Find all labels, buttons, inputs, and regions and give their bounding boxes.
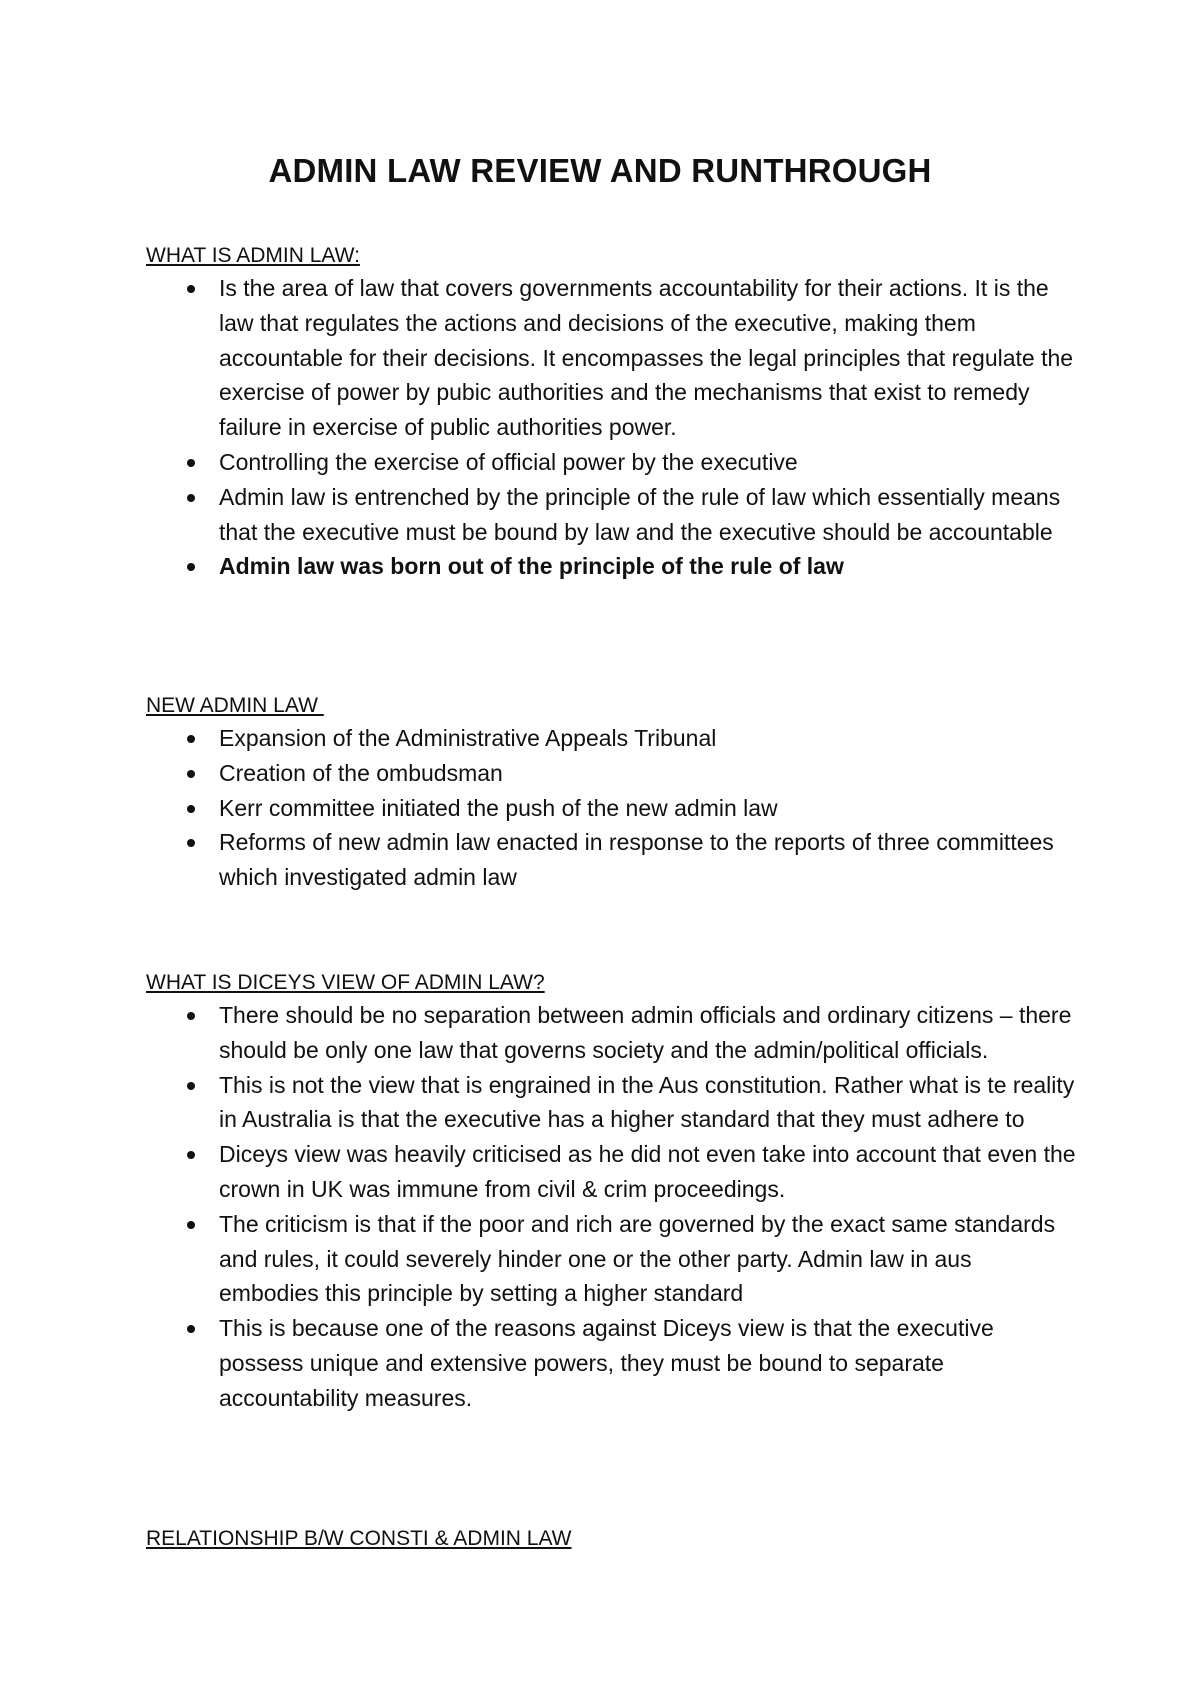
- list-item-text: Reforms of new admin law enacted in response to the reports of three committees which investigated admin law: [219, 829, 1054, 891]
- list-item-text: This is not the view that is engrained in the Aus constitution. Rather what is te reality in Australia is that the executive has a higher standard that they must adhere to: [219, 1071, 1075, 1133]
- bullet-icon: [187, 839, 195, 847]
- bullet-icon: [187, 1325, 195, 1333]
- list-item-text: Is the area of law that covers governments accountability for their actions. It is the law that regulates the actions and decisions of the executive, making them accountable for their decisions. It encompasses the legal principles that regulate the exercise of power by pubic authorities and the mechanisms that exist to remedy failure in exercise of public authorities power.: [219, 275, 1074, 441]
- list-item: [146, 756, 1076, 791]
- document-title: ADMIN LAW REVIEW AND RUNTHROUGH: [268, 152, 932, 189]
- list-item: [146, 721, 1076, 756]
- bullet-icon: [187, 1221, 195, 1229]
- section-heading: RELATIONSHIP B/W CONSTI & ADMIN LAW: [146, 1527, 572, 1550]
- list-item-text: The criticism is that if the poor and rich are governed by the exact same standards and rules, it could severely hinder one or the other party. Admin law in aus embodies this principle by setting a higher standard: [219, 1210, 1056, 1307]
- bullet-icon: [187, 1151, 195, 1159]
- bullet-icon: [187, 459, 195, 467]
- section-relationship-consti-admin: [146, 1526, 1076, 1554]
- section-heading: NEW ADMIN LAW: [146, 694, 324, 717]
- list-item: [146, 998, 1076, 1068]
- list-item: [146, 1207, 1076, 1311]
- list-item-text: This is because one of the reasons against Diceys view is that the executive possess unique and extensive powers, they must be bound to separate accountability measures.: [219, 1315, 994, 1411]
- bullet-list: [146, 721, 1076, 895]
- bullet-list: [146, 998, 1076, 1416]
- list-item: [146, 825, 1076, 895]
- list-item: [146, 271, 1076, 445]
- bullet-icon: [187, 1012, 195, 1020]
- bullet-icon: [187, 805, 195, 813]
- bullet-icon: [187, 1082, 195, 1090]
- list-item-text: Diceys view was heavily criticised as he did not even take into account that even the crown in UK was immune from civil & crim proceedings.: [219, 1141, 1076, 1202]
- section-diceys-view: [146, 970, 1076, 1416]
- list-item-text: Admin law was born out of the principle of the rule of law: [219, 553, 844, 580]
- list-item-text: Kerr committee initiated the push of the new admin law: [219, 794, 778, 821]
- section-what-is-admin-law: [146, 243, 1076, 584]
- list-item: [146, 480, 1076, 550]
- list-item-text: Controlling the exercise of official power by the executive: [219, 448, 798, 475]
- bullet-icon: [187, 285, 195, 293]
- bullet-icon: [187, 494, 195, 502]
- bullet-icon: [187, 563, 195, 571]
- list-item: [146, 791, 1076, 826]
- list-item-text: Admin law is entrenched by the principle of the rule of law which essentially means that the executive must be bound by law and the executive should be accountable: [219, 483, 1061, 545]
- list-item: [146, 1068, 1076, 1138]
- section-heading: WHAT IS DICEYS VIEW OF ADMIN LAW?: [146, 971, 545, 994]
- bullet-icon: [187, 770, 195, 778]
- list-item: [146, 1137, 1076, 1207]
- list-item: [146, 1311, 1076, 1415]
- section-new-admin-law: [146, 693, 1076, 895]
- bullet-list: [146, 271, 1076, 584]
- bullet-icon: [187, 735, 195, 743]
- list-item-emphasized: [146, 549, 1076, 584]
- list-item-text: Expansion of the Administrative Appeals Tribunal: [219, 725, 717, 751]
- list-item-text: There should be no separation between admin officials and ordinary citizens – there should be only one law that governs society and the admin/political officials.: [219, 1002, 1072, 1063]
- list-item: [146, 445, 1076, 480]
- list-item-text: Creation of the ombudsman: [219, 759, 503, 786]
- section-heading: WHAT IS ADMIN LAW:: [146, 244, 360, 267]
